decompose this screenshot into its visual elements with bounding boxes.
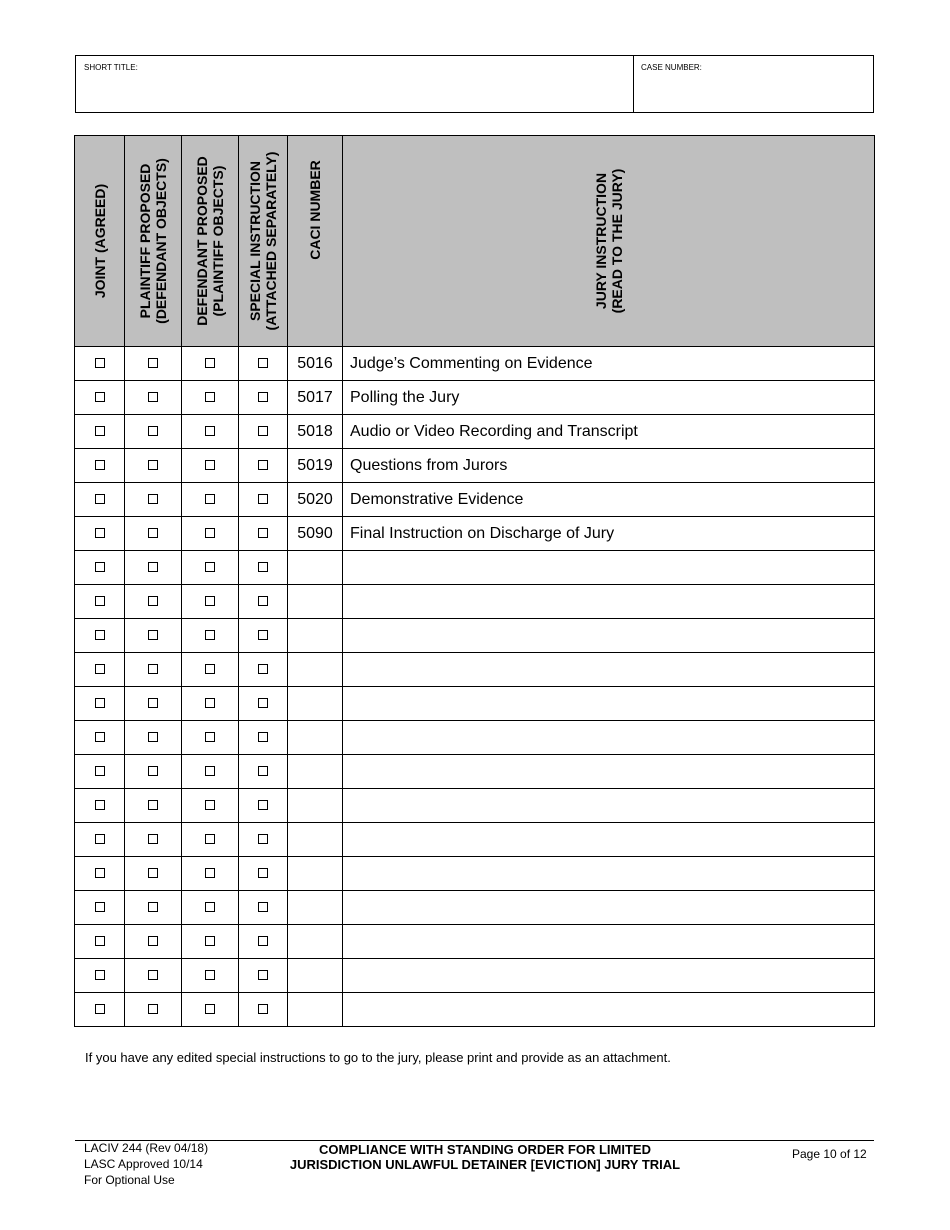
table-row: [75, 823, 875, 857]
defendant-cell: [182, 857, 239, 891]
defendant-checkbox[interactable]: [205, 868, 215, 878]
special-checkbox[interactable]: [258, 392, 268, 402]
plaintiff-cell: [125, 381, 182, 415]
approval-info: LASC Approved 10/14: [84, 1157, 203, 1171]
defendant-checkbox[interactable]: [205, 630, 215, 640]
caci-number-cell: [288, 755, 343, 789]
special-cell: [239, 619, 288, 653]
special-checkbox[interactable]: [258, 596, 268, 606]
plaintiff-cell: [125, 721, 182, 755]
table-row: [75, 755, 875, 789]
defendant-cell: [182, 347, 239, 381]
special-cell: [239, 483, 288, 517]
instruction-title-cell: Demonstrative Evidence: [343, 483, 875, 517]
special-checkbox[interactable]: [258, 800, 268, 810]
special-cell: [239, 585, 288, 619]
special-checkbox[interactable]: [258, 494, 268, 504]
joint-cell: [75, 721, 125, 755]
joint-checkbox[interactable]: [95, 528, 105, 538]
special-checkbox[interactable]: [258, 732, 268, 742]
col-plaintiff-proposed: PLAINTIFF PROPOSED (DEFENDANT OBJECTS): [125, 136, 182, 347]
plaintiff-checkbox[interactable]: [148, 766, 158, 776]
page-number: Page 10 of 12: [792, 1147, 867, 1161]
joint-checkbox[interactable]: [95, 596, 105, 606]
caci-number-cell: [288, 891, 343, 925]
plaintiff-cell: [125, 415, 182, 449]
defendant-cell: [182, 993, 239, 1027]
joint-cell: [75, 687, 125, 721]
joint-checkbox[interactable]: [95, 834, 105, 844]
caption-divider: [633, 56, 634, 112]
joint-cell: [75, 381, 125, 415]
joint-checkbox[interactable]: [95, 392, 105, 402]
jury-instruction-table: [74, 135, 875, 1027]
table-row: [75, 653, 875, 687]
defendant-checkbox[interactable]: [205, 596, 215, 606]
caci-number-cell: [288, 993, 343, 1027]
form-id: LACIV 244 (Rev 04/18): [84, 1141, 209, 1155]
plaintiff-cell: [125, 619, 182, 653]
caci-number-cell: [288, 857, 343, 891]
defendant-checkbox[interactable]: [205, 698, 215, 708]
special-checkbox[interactable]: [258, 460, 268, 470]
plaintiff-cell: [125, 755, 182, 789]
joint-cell: [75, 993, 125, 1027]
special-checkbox[interactable]: [258, 766, 268, 776]
defendant-checkbox[interactable]: [205, 528, 215, 538]
defendant-cell: [182, 381, 239, 415]
special-checkbox[interactable]: [258, 868, 268, 878]
plaintiff-checkbox[interactable]: [148, 868, 158, 878]
col-special-instruction: SPECIAL INSTRUCTION (ATTACHED SEPARATELY): [239, 136, 288, 347]
special-cell: [239, 789, 288, 823]
table-row: [75, 857, 875, 891]
table-header-row: [75, 136, 875, 347]
plaintiff-cell: [125, 857, 182, 891]
plaintiff-checkbox[interactable]: [148, 1004, 158, 1014]
caci-number-cell: [288, 551, 343, 585]
special-checkbox[interactable]: [258, 902, 268, 912]
table-row: [75, 347, 875, 381]
caci-number-cell: [288, 619, 343, 653]
caci-number-cell: [288, 687, 343, 721]
plaintiff-checkbox[interactable]: [148, 698, 158, 708]
special-cell: [239, 857, 288, 891]
instruction-title-cell: [343, 993, 875, 1027]
use-info: For Optional Use: [84, 1173, 175, 1187]
joint-cell: [75, 415, 125, 449]
defendant-checkbox[interactable]: [205, 732, 215, 742]
plaintiff-checkbox[interactable]: [148, 460, 158, 470]
defendant-checkbox[interactable]: [205, 1004, 215, 1014]
joint-checkbox[interactable]: [95, 868, 105, 878]
plaintiff-checkbox[interactable]: [148, 596, 158, 606]
plaintiff-checkbox[interactable]: [148, 902, 158, 912]
col-defendant-proposed: DEFENDANT PROPOSED (PLAINTIFF OBJECTS): [182, 136, 239, 347]
plaintiff-cell: [125, 585, 182, 619]
joint-checkbox[interactable]: [95, 698, 105, 708]
short-title-label: SHORT TITLE:: [84, 63, 138, 72]
defendant-cell: [182, 449, 239, 483]
instruction-title-cell: [343, 857, 875, 891]
defendant-cell: [182, 925, 239, 959]
special-checkbox[interactable]: [258, 1004, 268, 1014]
defendant-cell: [182, 721, 239, 755]
table-row: [75, 925, 875, 959]
special-checkbox[interactable]: [258, 834, 268, 844]
instruction-title-cell: [343, 755, 875, 789]
special-cell: [239, 347, 288, 381]
plaintiff-checkbox[interactable]: [148, 664, 158, 674]
defendant-checkbox[interactable]: [205, 392, 215, 402]
instruction-title-cell: [343, 551, 875, 585]
special-cell: [239, 891, 288, 925]
plaintiff-cell: [125, 551, 182, 585]
instruction-title-cell: [343, 823, 875, 857]
caci-number-cell: [288, 653, 343, 687]
plaintiff-cell: [125, 653, 182, 687]
attachment-note: If you have any edited special instructions to go to the jury, please print and provide as an attachment.: [85, 1050, 671, 1065]
defendant-checkbox[interactable]: [205, 936, 215, 946]
joint-cell: [75, 653, 125, 687]
special-checkbox[interactable]: [258, 698, 268, 708]
joint-cell: [75, 823, 125, 857]
plaintiff-checkbox[interactable]: [148, 528, 158, 538]
special-cell: [239, 993, 288, 1027]
defendant-cell: [182, 891, 239, 925]
special-cell: [239, 959, 288, 993]
instruction-title-cell: Audio or Video Recording and Transcript: [343, 415, 875, 449]
defendant-checkbox[interactable]: [205, 766, 215, 776]
special-cell: [239, 755, 288, 789]
caci-number-cell: 5019: [288, 449, 343, 483]
defendant-cell: [182, 517, 239, 551]
instruction-title-cell: [343, 653, 875, 687]
table-row: [75, 415, 875, 449]
instruction-title-cell: [343, 619, 875, 653]
table-row: [75, 687, 875, 721]
instruction-title-cell: [343, 959, 875, 993]
plaintiff-cell: [125, 517, 182, 551]
special-cell: [239, 517, 288, 551]
joint-cell: [75, 789, 125, 823]
joint-checkbox[interactable]: [95, 902, 105, 912]
plaintiff-cell: [125, 959, 182, 993]
defendant-checkbox[interactable]: [205, 970, 215, 980]
defendant-cell: [182, 585, 239, 619]
joint-cell: [75, 517, 125, 551]
caci-number-cell: [288, 585, 343, 619]
special-cell: [239, 415, 288, 449]
joint-checkbox[interactable]: [95, 630, 105, 640]
joint-cell: [75, 347, 125, 381]
joint-cell: [75, 755, 125, 789]
special-cell: [239, 449, 288, 483]
joint-checkbox[interactable]: [95, 494, 105, 504]
plaintiff-checkbox[interactable]: [148, 358, 158, 368]
caci-number-cell: 5020: [288, 483, 343, 517]
joint-cell: [75, 551, 125, 585]
special-checkbox[interactable]: [258, 936, 268, 946]
special-checkbox[interactable]: [258, 664, 268, 674]
joint-cell: [75, 891, 125, 925]
instruction-title-cell: [343, 789, 875, 823]
joint-cell: [75, 483, 125, 517]
instruction-title-cell: [343, 925, 875, 959]
plaintiff-cell: [125, 823, 182, 857]
caci-number-cell: 5017: [288, 381, 343, 415]
table-row: [75, 789, 875, 823]
joint-cell: [75, 585, 125, 619]
table-row: [75, 551, 875, 585]
defendant-cell: [182, 551, 239, 585]
instruction-title-cell: [343, 585, 875, 619]
instruction-title-cell: Judge’s Commenting on Evidence: [343, 347, 875, 381]
table-row: [75, 449, 875, 483]
defendant-cell: [182, 619, 239, 653]
joint-cell: [75, 619, 125, 653]
instruction-title-cell: Polling the Jury: [343, 381, 875, 415]
col-joint-agreed: JOINT (AGREED): [75, 136, 125, 347]
special-checkbox[interactable]: [258, 528, 268, 538]
plaintiff-checkbox[interactable]: [148, 834, 158, 844]
caption-box: [75, 55, 874, 113]
defendant-cell: [182, 959, 239, 993]
defendant-cell: [182, 755, 239, 789]
defendant-checkbox[interactable]: [205, 494, 215, 504]
special-cell: [239, 687, 288, 721]
special-checkbox[interactable]: [258, 358, 268, 368]
defendant-checkbox[interactable]: [205, 664, 215, 674]
defendant-cell: [182, 823, 239, 857]
special-cell: [239, 653, 288, 687]
instruction-title-cell: [343, 687, 875, 721]
instruction-title-cell: [343, 721, 875, 755]
caci-number-cell: 5016: [288, 347, 343, 381]
special-cell: [239, 823, 288, 857]
joint-cell: [75, 959, 125, 993]
joint-checkbox[interactable]: [95, 1004, 105, 1014]
table-row: [75, 993, 875, 1027]
joint-checkbox[interactable]: [95, 358, 105, 368]
joint-checkbox[interactable]: [95, 664, 105, 674]
joint-checkbox[interactable]: [95, 562, 105, 572]
defendant-cell: [182, 789, 239, 823]
plaintiff-checkbox[interactable]: [148, 936, 158, 946]
plaintiff-checkbox[interactable]: [148, 392, 158, 402]
joint-cell: [75, 857, 125, 891]
caci-number-cell: [288, 721, 343, 755]
defendant-cell: [182, 483, 239, 517]
special-checkbox[interactable]: [258, 426, 268, 436]
defendant-cell: [182, 415, 239, 449]
joint-checkbox[interactable]: [95, 936, 105, 946]
plaintiff-cell: [125, 891, 182, 925]
special-cell: [239, 925, 288, 959]
plaintiff-cell: [125, 449, 182, 483]
case-number-label: CASE NUMBER:: [641, 63, 702, 72]
special-cell: [239, 721, 288, 755]
caci-number-cell: [288, 789, 343, 823]
defendant-checkbox[interactable]: [205, 358, 215, 368]
col-jury-instruction: JURY INSTRUCTION (READ TO THE JURY): [343, 136, 875, 347]
special-checkbox[interactable]: [258, 562, 268, 572]
special-checkbox[interactable]: [258, 630, 268, 640]
defendant-checkbox[interactable]: [205, 426, 215, 436]
defendant-cell: [182, 687, 239, 721]
plaintiff-cell: [125, 347, 182, 381]
caci-number-cell: [288, 823, 343, 857]
caci-number-cell: 5090: [288, 517, 343, 551]
defendant-cell: [182, 653, 239, 687]
special-cell: [239, 381, 288, 415]
caci-number-cell: [288, 959, 343, 993]
table-row: [75, 483, 875, 517]
joint-checkbox[interactable]: [95, 800, 105, 810]
joint-cell: [75, 925, 125, 959]
plaintiff-checkbox[interactable]: [148, 630, 158, 640]
plaintiff-checkbox[interactable]: [148, 426, 158, 436]
form-info: [84, 1140, 208, 1188]
plaintiff-checkbox[interactable]: [148, 970, 158, 980]
joint-checkbox[interactable]: [95, 460, 105, 470]
defendant-checkbox[interactable]: [205, 562, 215, 572]
plaintiff-checkbox[interactable]: [148, 562, 158, 572]
col-caci-number: CACI NUMBER: [288, 136, 343, 347]
plaintiff-cell: [125, 789, 182, 823]
plaintiff-cell: [125, 993, 182, 1027]
plaintiff-checkbox[interactable]: [148, 732, 158, 742]
defendant-checkbox[interactable]: [205, 902, 215, 912]
defendant-checkbox[interactable]: [205, 800, 215, 810]
defendant-checkbox[interactable]: [205, 460, 215, 470]
table-row: [75, 381, 875, 415]
instruction-title-cell: Questions from Jurors: [343, 449, 875, 483]
joint-checkbox[interactable]: [95, 766, 105, 776]
table-row: [75, 891, 875, 925]
table-row: [75, 721, 875, 755]
plaintiff-checkbox[interactable]: [148, 494, 158, 504]
caci-number-cell: [288, 925, 343, 959]
joint-checkbox[interactable]: [95, 426, 105, 436]
special-checkbox[interactable]: [258, 970, 268, 980]
table-row: [75, 585, 875, 619]
instruction-title-cell: [343, 891, 875, 925]
plaintiff-checkbox[interactable]: [148, 800, 158, 810]
table-row: [75, 959, 875, 993]
plaintiff-cell: [125, 483, 182, 517]
caci-number-cell: 5018: [288, 415, 343, 449]
joint-checkbox[interactable]: [95, 970, 105, 980]
form-title: COMPLIANCE WITH STANDING ORDER FOR LIMITED JURISDICTION UNLAWFUL DETAINER [EVICTION] JURY TRIAL: [289, 1142, 681, 1172]
instruction-title-cell: Final Instruction on Discharge of Jury: [343, 517, 875, 551]
joint-checkbox[interactable]: [95, 732, 105, 742]
plaintiff-cell: [125, 925, 182, 959]
defendant-checkbox[interactable]: [205, 834, 215, 844]
plaintiff-cell: [125, 687, 182, 721]
special-cell: [239, 551, 288, 585]
joint-cell: [75, 449, 125, 483]
table-row: [75, 517, 875, 551]
table-row: [75, 619, 875, 653]
